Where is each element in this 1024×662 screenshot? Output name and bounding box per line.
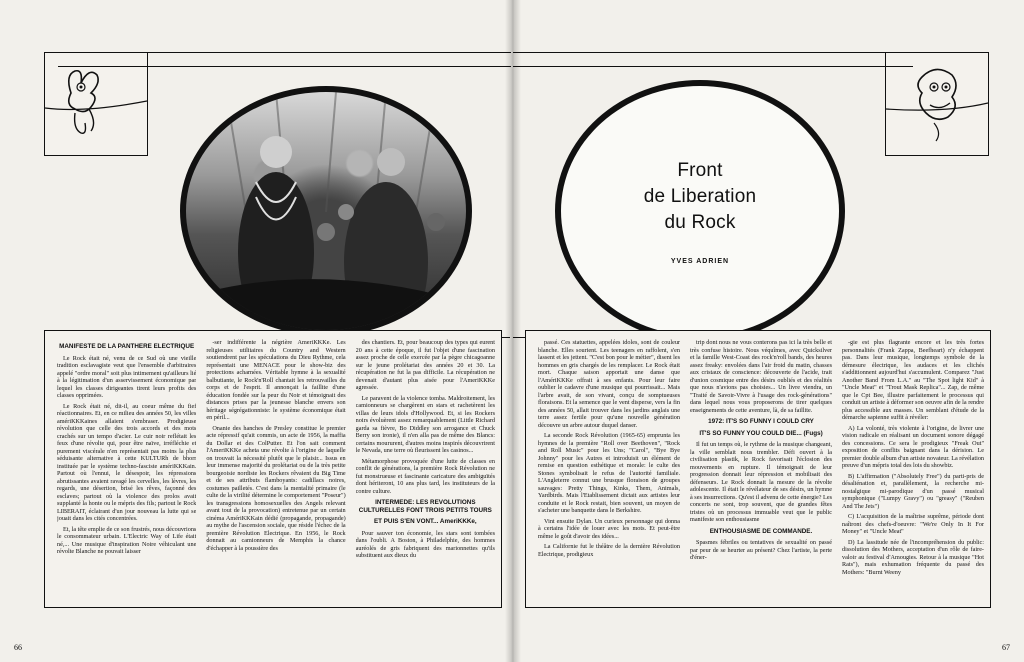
- left-text-columns: [57, 339, 495, 601]
- text-column: [690, 339, 832, 601]
- section-heading: ENTHOUSIASME DE COMMANDE.: [709, 527, 813, 535]
- right-text-block: [525, 330, 991, 608]
- page-number-right: 67: [1002, 643, 1010, 652]
- paragraph: La Californie fut le théâtre de la dernière Révolution Electrique, prodigieux: [538, 543, 680, 558]
- paragraph: Le Rock était né, venu de ce Sud où une vieille tradition esclavagiste veut que l'ensemble d'arbitraires appelé "ordre moral" soit plus intimement qu'ailleurs lié à la légitimation d'un asservissement économique par lequel les classes dirigeantes tirent leurs profits des classes opprimées.: [57, 354, 197, 399]
- section-heading: IT'S SO FUNNY YOU COULD DIE... (Fugs): [699, 429, 823, 437]
- paragraph: Spasmes fébriles ou tentatives de sexualité on passé par peur de se heurter au présent? Chez l'artiste, la perte d'éner-: [690, 539, 832, 561]
- binding-gutter: [505, 0, 521, 662]
- section-heading: MANIFESTE DE LA PANTHERE ELECTRIQUE: [59, 343, 195, 350]
- paragraph: des chantiers. Et, pour beaucoup des types qui eurent 20 ans à cette époque, il fut l'objet d'une fascination assez proche de celle exercée par la pègre chicagoanne sur le jeune prolétariat des années 20 et 30. La récupération ne fut la pas difficile. La récupération ne devenait d'autant plus aisée pour l'AmeriKKKe agressée.: [355, 339, 495, 391]
- title-circle: [555, 80, 845, 342]
- right-text-columns: [538, 339, 984, 601]
- article-author: YVES ADRIEN: [670, 257, 730, 265]
- text-column: [842, 339, 984, 601]
- paragraph: Le Rock était né, dit-il, au coeur même du fief réactionnaires. Et, en ce milieu des années 50, les villes amériKKKaines allaient s'embraser. Prodigieuse révolution que celle des trois accords et des mots crachés sur un tempo d'acier. Le cuir noir reflétait les feux d'une révolte qui, pour être naïve, irréfléchie et purement viscérale n'en représentait pas moins la plus séduisante alternative à cette KULTURh de bhorr instituée par le système techno-fasciste amériKKKain. Partout où l'ennui, le désespoir, les répressions abrutissantes avaient ravagé les cervelles, les lèvres, les regards, une désertion, brisé les rêves, façonné des esclaves; partout où la violence des prolos avait supplanté la honte ou le mépris des fils; partout le Rock LIBERAIT, éclairant d'un jour nouveau la lutte qui se jouait dans les cités concentrées.: [57, 402, 197, 522]
- right-page: [513, 0, 1024, 662]
- text-column: [356, 339, 495, 601]
- article-title-line-1: Front: [677, 159, 723, 181]
- paragraph: D) La lassitude née de l'incompréhension du public: dissolution des Mothers, acceptation d'un rôle de faire-valoir au festival d'Amougies. Retour à la musique "Hot Rats"), mais exhumation fréquente du passé des Mothers: "Burnt Weeny: [842, 538, 984, 576]
- article-title-line-3: du Rock: [664, 211, 736, 233]
- paragraph: -ser indifférente la négrière AmeriKKKe. Les religieuses utilitaires du Country and Western soutiendrent par les spéculations du Dieu Rythme, cela représentait une MENACE pour le show-biz des protections acharnées. Véritable hymne à la sexualité balbutiante, le Rock'n'Roll chantait les retrouvailles du corps et de l'esprit. Il annonçait la faillite d'une éducation fondée sur la peur du Noir et témoignait des distances prises par la jeunesse blanche envers son héritage ségrégationniste: le système économique était en péril...: [206, 339, 346, 421]
- paragraph: Onanie des hanches de Presley constitue le premier acte répressif qu'ait commis, un acte de 1956, la maffia du Dollar et des ColPutter. Et l'on sait comment l'AmeriKKKe acheta une révolte à l'origine de laquelle on trouvait la nécessité plutôt que le plaisir... Issus en leur immense majorité du prolétariat ou de la très petite bourgeoisie nordiste les Rockers rêvaient du Big Time et de ses attributs flamboyants: cadillacs noires, costumes pailletés. C'est dans la mentalité primaire (le culte de la virilité détermine le comportement "Poseur") les transgressions homosexuelles des Angels relevant avant tout de la provocation) entretenue par un certain cinéma AmériKKKain dédié (propagande, propagande) au mythe de l'ascension sociale, que réside l'échec de la première Révolution Electrique. En 1956, le Rock donnait au camionneurs de Memphis la chance d'échapper à la poussière des: [206, 424, 346, 552]
- paragraph: Métamorphose provoquée d'une lutte de classes en conflit de générations, la première Rock Révolution ne fut monstrueuse et fascinante caricature des ambiguïtés dont hériteront, 10 ans plus tard, les instituteurs de la contre culture.: [355, 457, 495, 495]
- section-heading: INTERMEDE: LES REVOLUTIONS CULTURELLES FONT TROIS PETITS TOURS: [358, 499, 492, 514]
- paragraph: B) L'affirmation ("Absolutely Free") du parti-pris de désaliénation et, parallèlement, la recherche mi-nostalgique mi-parodique d'un passé musical symphonique ("Lumpy Gravy") ou "greasy" ("Reuben And The Jets"): [842, 472, 984, 510]
- paragraph: -gie est plus flagrante encore et les très fortes personnalités (Frank Zappa, Beefheart) n'y échappent pas. Dans leur musique, longtemps symbole de la démesure électrique, les audaces et les clichés s'additionnent aujourd'hui s'accumulent. Comparez "Just Another Band From L.A." au "The Spot light Kid" à "Uncle Meat" et "Trout Mask Replica"... Zap, de même que le Cpt Bee, illustre parfaitement le processus qui conduit un artiste à déformer son oeuvre afin de la rendre plus accessible aux masses. Un semblant d'étude de la démarche sapienne suffit à révéler:: [842, 339, 984, 421]
- paragraph: Il fut un temps où, le rythme de la musique changeant, la ville semblait nous trembler. Défi ouvert à la civilisation plastik, le Rock favorisait l'éclosion des mouvements en rupture. Il témoignait de leur progression donnait leur répression et mobilisait des défenseurs. Le Rock donnait la mesure de la révolte adolescente. Il était le révélateur de ses désirs, un hymne à ses insurrections. Qu'est il advenu de cette énergie? Les concerts ne sont, trop souvent, que de grandes fêtes tristes où un processus immuable veut que le public manifeste son enthousiasme: [690, 441, 832, 523]
- paragraph: trip dont nous ne vous conterons pas ici la très belle et très confuse histoire. Nous véquîmes, avec Quicksilver et la famille West-Coast des rock'n'roll bands, des heures assez freaky: envolées dans l'air froid du matin, chasses aux cristaux de conscience: découverte de l'acide, trait d'union cosmique entre des désirs oubliés et des réalités que nous n'avions pas choisies... Un livre viendra, un "Traité de Savoir-Vivre à l'usage des rock-générations" dans lequel nous vous proposerons de tirer quelques enseignements de cette aventure, là, de sa faillite.: [690, 339, 832, 414]
- dancing-crowd-image: [186, 92, 472, 336]
- paragraph: A) La volonté, très violente à l'origine, de livrer une vision radicale en réalisant un document sonore dégagé des concessions. Ce sera le prodigieux "Freak Out" exposition de conflits baignant dans la dérision. Le premier double album d'un artiste novateur. La révélation preuve d'un mépris total des lois du showbiz.: [842, 424, 984, 469]
- frame-line-top-right: [513, 52, 887, 53]
- paragraph: Vint ensuite Dylan. Un curieux personnage qui donna à certains l'idée de louer avec les mots. Et peut-être même le goût d'avoir des idées...: [538, 517, 680, 540]
- text-column: [538, 339, 680, 601]
- page-number-left: 66: [14, 643, 22, 652]
- left-text-block: [44, 330, 502, 608]
- paragraph: C) L'acquisition de la maîtrise suprême, période dont naîtront des chefs-d'oeuvre: "We're Only In It For Money" et "Uncle Meat": [842, 513, 984, 535]
- paragraph: passé. Ces statuettes, appelées idoles, sont de couleur blanche. Elles sourient. Les teenagers en raffolent, s'en lassent et les jettent. "C'est bon pour le métier", disent les hommes en gris chargés de les remplacer. Le Rock était mort. Chaque saison apportait une danse que l'AmériKKKe offrait à ses enfants. Pour leur faire oublier le cadavre d'une musique qui pourrissait... Mais l'arbre avait, de son vivant, conçu de somptueuses floraisons. Et la semence que le vent disperse, vers la fin des années 50, allait trouver dans les jardins anglais une terre assez fertile pour qu'une nouvelle génération découvre un arbre autour duquel danser.: [538, 339, 680, 429]
- section-heading: 1972: IT'S SO FUNNY I COULD CRY: [708, 418, 814, 425]
- paragraph: Pour sauver ton économie, les stars sont tombées dans l'oubli. A Boston, à Philadelphie, des hommes auréolés de gris fabriquent des marionnettes qu'ils substituent aux dieux du: [355, 529, 495, 559]
- section-heading: ET PUIS S'EN VONT... AmeriKKKe,: [373, 518, 477, 525]
- text-column: [206, 339, 345, 601]
- article-title-line-2: de Liberation: [643, 185, 757, 207]
- text-column: [57, 339, 196, 601]
- crowd-photo: [180, 86, 472, 336]
- paragraph: Et, la tête emplie de ce son frustrés, nous découvrions le consommateur urbain. L'Electric Way of Life était né,... Une musique d'inspiration Noire véhiculant une révolte Blanche ne pouvait laisser: [57, 525, 197, 555]
- paragraph: La seconde Rock Révolution (1965-65) emprunta les hymnes de la première "Roll over Beethoven", "Rock and Roll Music" pour les Uns; "Carol", "Bye Bye Johnny" pour les Autres et introduisit un élément de remise en question esthétique et morale: le culte des Stones symbolisait le refus de l'autorité familiale. L'Angleterre connut une brusque floraison de groupes sauvages: Pretty Things, Kinks, Them, Animals, Yardbirds. Mais l'Etablissement dictait aux artistes leur conduite et le Rock restait, bien souvent, un moyen de s'acheter une banquette dans le Berkshire.: [538, 432, 680, 514]
- left-page: [0, 0, 511, 662]
- paragraph: Le paravent de la violence tomba. Maldroitement, les camionneurs se chargèrent en stars et rachetèrent les villas de leurs idols d'Hollywood. Et, si les Rockers noirs évoluèrent assez remarquablement (Little Richard garda sa fièvre, Bo Diddley son arrogance et Chuck Berry son ironie), il n'en alla pas de même des Blancs: certains moururent, d'autres moins inspirés découvrirent le Nevada, une terre où fleurissent les casinos...: [355, 394, 495, 454]
